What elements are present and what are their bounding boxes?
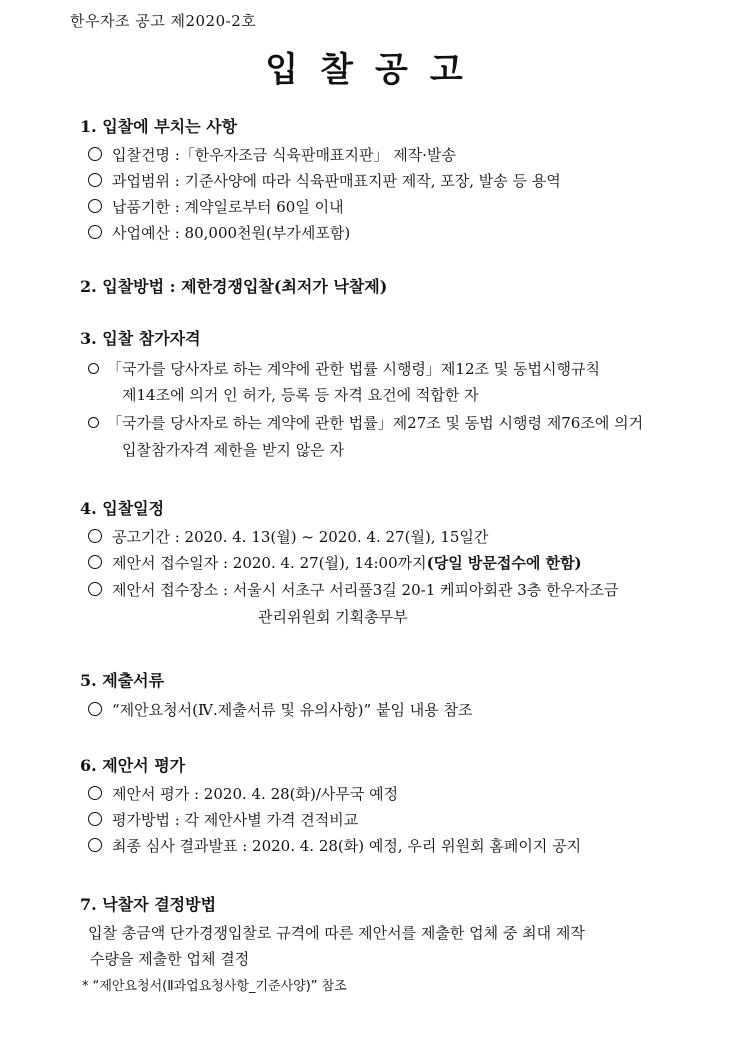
- page-title: 입찰공고: [265, 50, 485, 90]
- item-text: 입찰건명 :「한우자조금 식육판매표지판」 제작·발송: [112, 146, 456, 164]
- list-item: [88, 222, 350, 243]
- paragraph-line: 수량을 제출한 업체 결정: [90, 950, 250, 968]
- list-item: [88, 412, 643, 433]
- section-heading: 3. 입찰 참가자격: [80, 329, 201, 348]
- item-text: 제안서 접수장소 : 서울시 서초구 서리풀3길 20-1 케피아회관 3층 한우자조금: [112, 581, 619, 599]
- item-text: “제안요청서(Ⅳ.제출서류 및 유의사항)” 붙임 내용 참조: [112, 701, 473, 719]
- list-item: [88, 835, 581, 856]
- paragraph-line: 입찰 총금액 단가경쟁입찰로 규격에 따른 제안서를 제출한 업체 중 최대 제작: [88, 924, 585, 942]
- list-item: [88, 579, 618, 600]
- item-text: 공고기간 : 2020. 4. 13(월) ~ 2020. 4. 27(월), 15일간: [112, 528, 489, 546]
- item-text: 제안서 평가 : 2020. 4. 28(화)/사무국 예정: [112, 785, 399, 803]
- circle-bullet-icon: [88, 173, 102, 187]
- item-text: 「국가를 당사자로 하는 계약에 관한 법률」제27조 및 동법 시행령 제76조에 의거: [107, 414, 644, 432]
- list-item: [88, 699, 472, 720]
- circle-bullet-icon: [88, 199, 102, 213]
- list-item: [88, 144, 456, 165]
- item-text: 과업범위 : 기준사양에 따라 식육판매표지판 제작, 포장, 발송 등 용역: [112, 172, 561, 190]
- footnote: * “제안요청서(Ⅱ과업요청사항_기준사양)” 참조: [82, 979, 347, 994]
- item-text: 납품기한 : 계약일로부터 60일 이내: [112, 198, 344, 216]
- list-item: [88, 526, 488, 547]
- circle-bullet-icon: [88, 555, 102, 569]
- circle-bullet-icon: [88, 225, 102, 239]
- section-heading: 4. 입찰일정: [80, 499, 165, 518]
- item-text: 「국가를 당사자로 하는 계약에 관한 법률 시행령」제12조 및 동법시행규칙: [107, 360, 600, 378]
- section-heading: 1. 입찰에 부치는 사항: [80, 117, 238, 136]
- list-item: [88, 809, 358, 830]
- item-continuation: 관리위원회 기획총무부: [258, 608, 408, 626]
- circle-bullet-icon: [88, 363, 99, 374]
- circle-bullet-icon: [88, 582, 102, 596]
- item-text: 평가방법 : 각 제안사별 가격 견적비교: [112, 811, 359, 829]
- circle-bullet-icon: [88, 786, 102, 800]
- item-emphasis: (당일 방문접수에 한함): [426, 554, 582, 572]
- item-text: 최종 심사 결과발표 : 2020. 4. 28(화) 예정, 우리 위원회 홈페이지 공지: [112, 837, 582, 855]
- circle-bullet-icon: [88, 417, 99, 428]
- list-item: [88, 170, 561, 191]
- circle-bullet-icon: [88, 812, 102, 826]
- section-heading: 2. 입찰방법 : 제한경쟁입찰(최저가 낙찰제): [80, 277, 388, 296]
- circle-bullet-icon: [88, 702, 102, 716]
- list-item: [88, 196, 344, 217]
- circle-bullet-icon: [88, 529, 102, 543]
- item-text: 제안서 접수일자 : 2020. 4. 27(월), 14:00까지: [112, 554, 427, 572]
- section-heading: 5. 제출서류: [80, 671, 165, 690]
- circle-bullet-icon: [88, 147, 102, 161]
- notice-number: 한우자조 공고 제2020-2호: [70, 12, 257, 30]
- circle-bullet-icon: [88, 838, 102, 852]
- section-heading: 7. 낙찰자 결정방법: [80, 895, 217, 914]
- list-item: [88, 783, 398, 804]
- item-continuation: 제14조에 의거 인 허가, 등록 등 자격 요건에 적합한 자: [122, 386, 479, 404]
- list-item: [88, 552, 582, 573]
- item-continuation: 입찰참가자격 제한을 받지 않은 자: [122, 441, 344, 459]
- section-heading: 6. 제안서 평가: [80, 756, 186, 775]
- list-item: [88, 358, 600, 379]
- item-text: 사업예산 : 80,000천원(부가세포함): [112, 224, 351, 242]
